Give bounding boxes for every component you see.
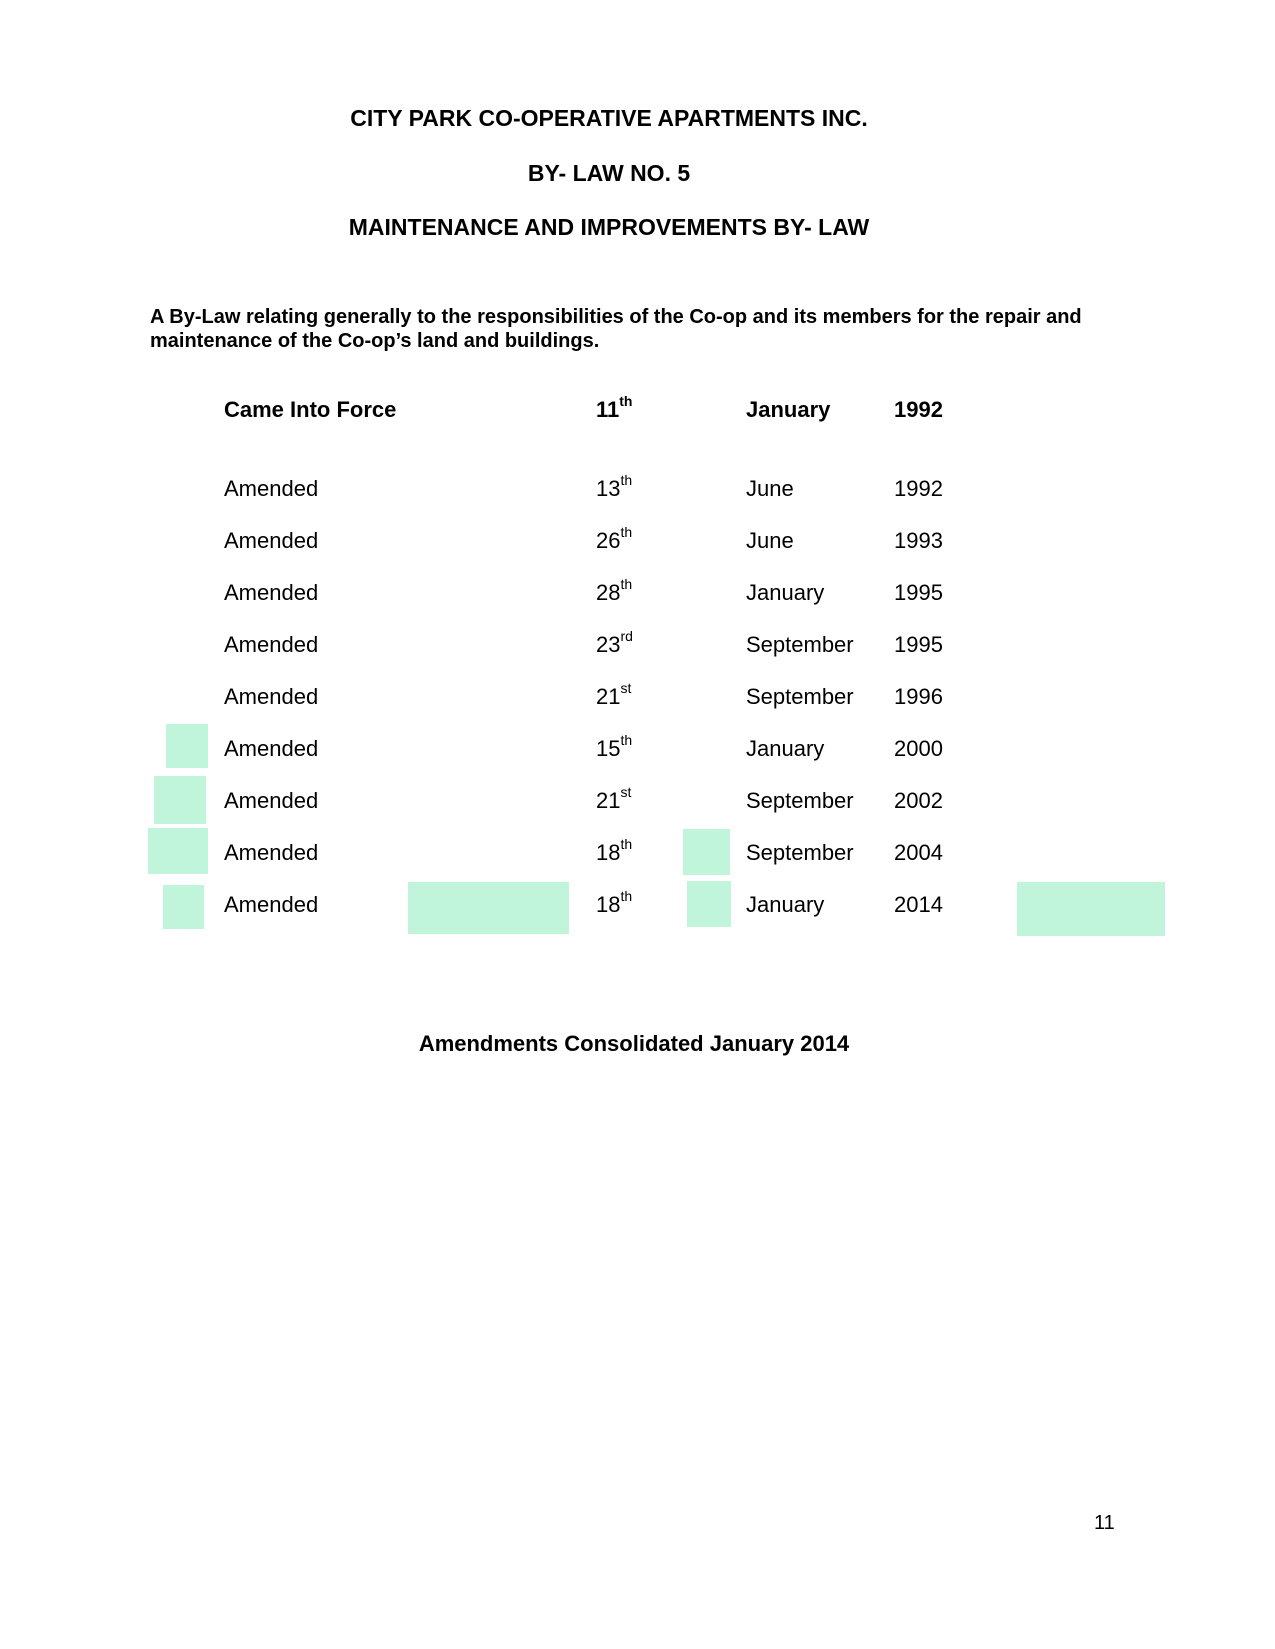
row-month: September xyxy=(746,632,854,657)
row-month: January xyxy=(746,892,825,917)
amendment-row xyxy=(0,783,1275,816)
amendment-row xyxy=(0,627,1275,660)
row-month: June xyxy=(746,476,794,501)
row-day xyxy=(596,392,633,425)
page-number: 11 xyxy=(1094,1512,1115,1534)
day-number: 26 xyxy=(596,528,621,553)
row-year: 2014 xyxy=(894,892,943,917)
row-month: September xyxy=(746,840,854,865)
row-year: 2000 xyxy=(894,736,943,761)
row-day xyxy=(596,783,632,816)
row-label: Amended xyxy=(224,476,319,501)
amendment-row xyxy=(0,679,1275,712)
day-suffix: th xyxy=(620,731,633,748)
bylaw-number: BY- LAW NO. 5 xyxy=(527,160,691,186)
amendment-row xyxy=(0,471,1275,504)
row-year: 2004 xyxy=(894,840,943,865)
amendment-row xyxy=(0,887,1275,920)
row-month: September xyxy=(746,684,854,709)
row-month: January xyxy=(746,736,825,761)
row-day xyxy=(596,731,633,764)
day-suffix: st xyxy=(620,679,632,696)
row-year: 2002 xyxy=(894,788,943,813)
day-number: 11 xyxy=(596,397,620,422)
day-suffix: th xyxy=(620,887,633,904)
row-day xyxy=(596,627,633,660)
day-suffix: rd xyxy=(620,627,633,644)
bylaw-description: A By-Law relating generally to the responsibilities of the Co-op and its members for the repair and maintenance of the Co-op’s land and buildings. xyxy=(150,306,1082,352)
row-label: Amended xyxy=(224,736,319,761)
bylaw-name: MAINTENANCE AND IMPROVEMENTS BY- LAW xyxy=(348,214,870,240)
row-label: Amended xyxy=(224,528,319,553)
consolidation-note: Amendments Consolidated January 2014 xyxy=(418,1031,850,1056)
row-month: September xyxy=(746,788,854,813)
row-day xyxy=(596,471,633,504)
row-day xyxy=(596,575,633,608)
row-year: 1992 xyxy=(894,397,943,422)
amendment-row xyxy=(0,835,1275,868)
came-into-force-row xyxy=(0,392,1275,425)
row-label: Amended xyxy=(224,892,319,917)
row-label: Amended xyxy=(224,684,319,709)
row-day xyxy=(596,835,633,868)
day-number: 13 xyxy=(596,476,621,501)
day-suffix: th xyxy=(620,835,633,852)
row-month: June xyxy=(746,528,794,553)
day-number: 21 xyxy=(596,684,621,709)
row-day xyxy=(596,523,633,556)
day-suffix: th xyxy=(620,523,633,540)
row-label: Amended xyxy=(224,840,319,865)
row-year: 1992 xyxy=(894,476,943,501)
day-number: 18 xyxy=(596,892,621,917)
amendment-row xyxy=(0,523,1275,556)
row-year: 1995 xyxy=(894,580,943,605)
row-year: 1995 xyxy=(894,632,943,657)
day-number: 23 xyxy=(596,632,621,657)
day-suffix: st xyxy=(620,783,632,800)
day-suffix: th xyxy=(620,471,633,488)
day-number: 28 xyxy=(596,580,621,605)
row-label: Amended xyxy=(224,580,319,605)
day-number: 18 xyxy=(596,840,621,865)
day-suffix: th xyxy=(620,575,633,592)
row-month: January xyxy=(746,580,825,605)
row-year: 1996 xyxy=(894,684,943,709)
day-number: 15 xyxy=(596,736,621,761)
organization-title: CITY PARK CO-OPERATIVE APARTMENTS INC. xyxy=(350,105,868,131)
row-day xyxy=(596,679,632,712)
amendment-row xyxy=(0,731,1275,764)
row-month: January xyxy=(746,397,831,422)
row-label: Came Into Force xyxy=(224,397,397,422)
row-label: Amended xyxy=(224,632,319,657)
row-label: Amended xyxy=(224,788,319,813)
row-year: 1993 xyxy=(894,528,943,553)
day-suffix: th xyxy=(619,392,633,409)
row-day xyxy=(596,887,633,920)
day-number: 21 xyxy=(596,788,621,813)
amendment-row xyxy=(0,575,1275,608)
